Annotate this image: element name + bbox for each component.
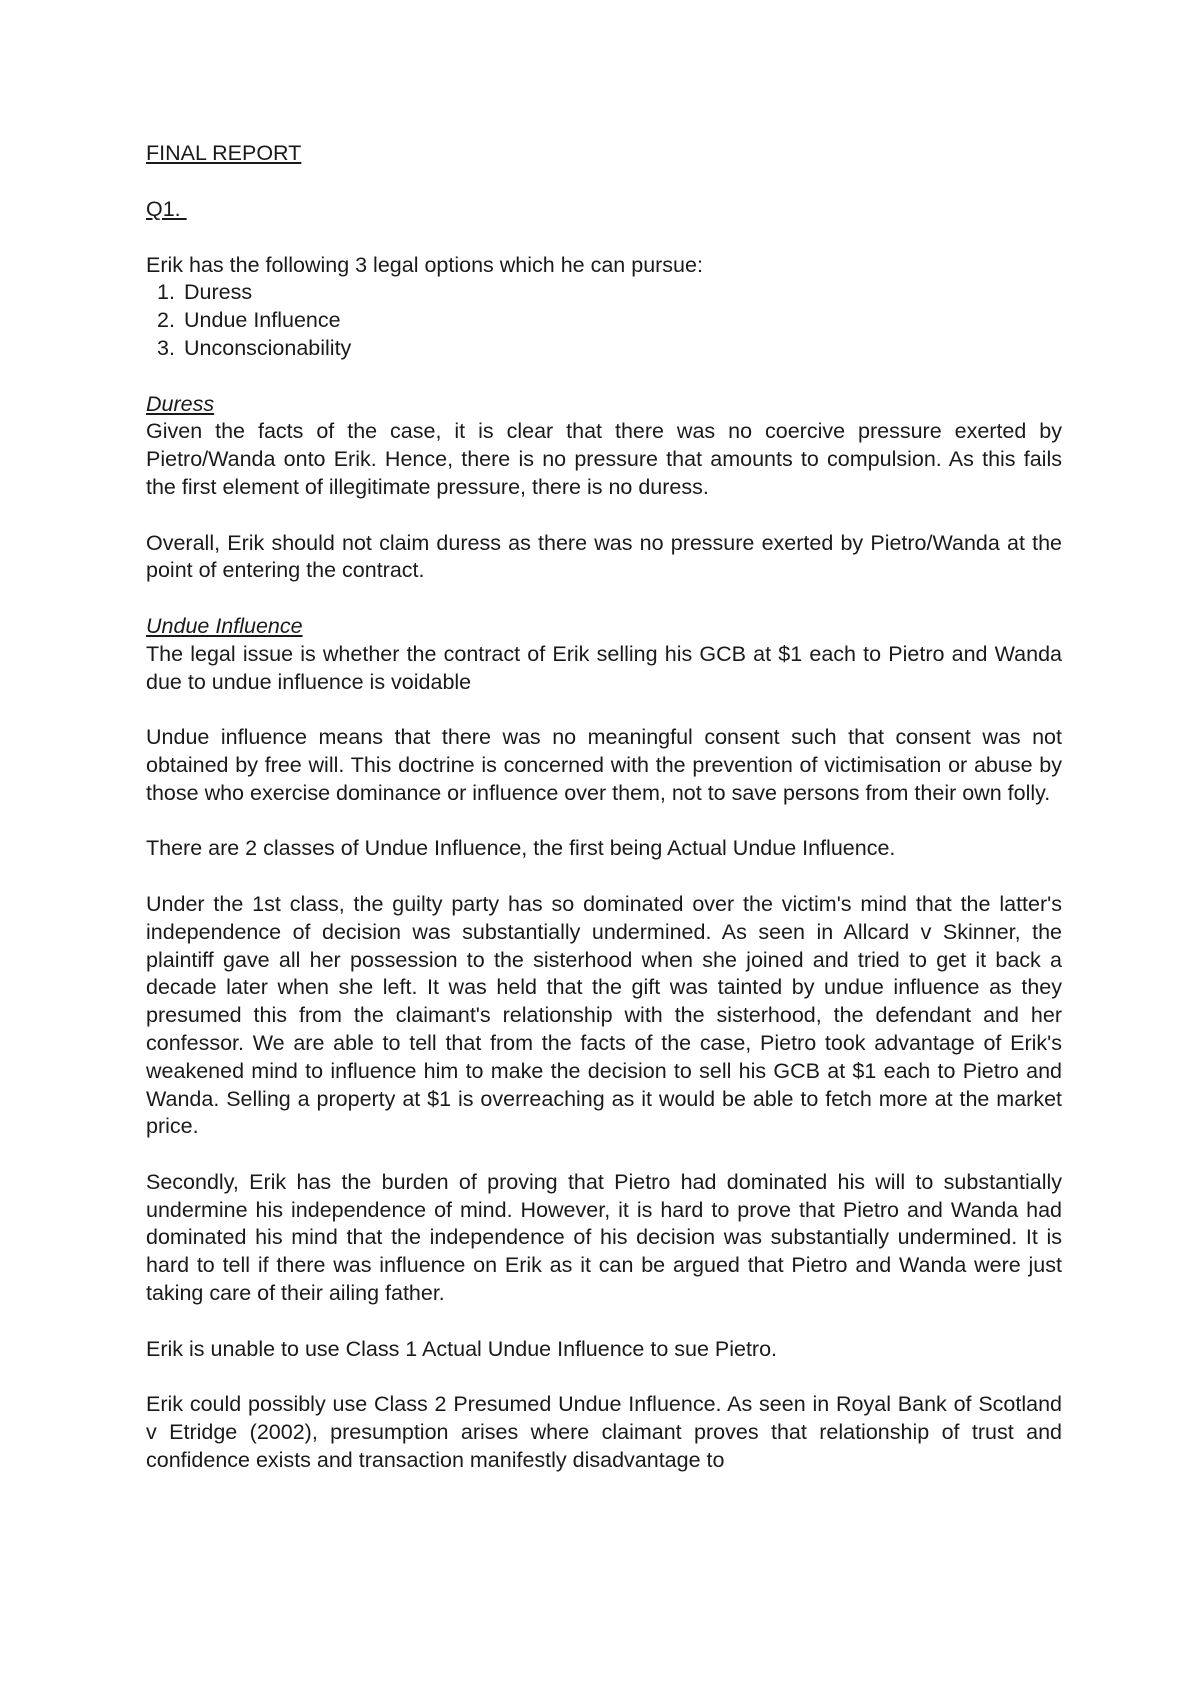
list-number: 1. (157, 280, 175, 305)
list-item-label: Undue Influence (184, 308, 341, 333)
undue-paragraph-1: The legal issue is whether the contract of Erik selling his GCB at $1 each to Pietro and Wanda due to undue influence is voidable (146, 641, 1062, 694)
list-number: 2. (157, 308, 175, 333)
duress-heading: Duress (146, 391, 215, 416)
undue-paragraph-3: There are 2 classes of Undue Influence, the first being Actual Undue Influence. (146, 836, 896, 861)
list-item (146, 335, 1062, 363)
list-item-label: Unconscionability (184, 335, 352, 360)
undue-paragraph-7: Erik could possibly use Class 2 Presumed Undue Influence. As seen in Royal Bank of Scotland v Etridge (2002), presumption arises where claimant proves that relationship of trust and confidence exists and transaction manifestly disadvantage to (146, 1392, 1062, 1472)
document-title: FINAL REPORT (146, 141, 302, 165)
duress-section (146, 391, 1062, 502)
undue-paragraph-6: Erik is unable to use Class 1 Actual Undue Influence to sue Pietro. (146, 1336, 778, 1361)
intro-text: Erik has the following 3 legal options which he can pursue: (146, 252, 703, 277)
undue-paragraph-5: Secondly, Erik has the burden of proving that Pietro had dominated his will to substantially undermine his independence of mind. However, it is hard to prove that Pietro and Wanda had dominated his mind that the independence of his decision was substantially undermined. It is hard to tell if there was influence on Erik as it can be argued that Pietro and Wanda were just taking care of their ailing father. (146, 1169, 1062, 1306)
undue-influence-heading: Undue Influence (146, 613, 303, 638)
list-item (146, 307, 1062, 335)
duress-paragraph-2: Overall, Erik should not claim duress as there was no pressure exerted by Pietro/Wanda at the point of entering the contract. (146, 530, 1062, 583)
list-item (146, 279, 1062, 307)
question-label: Q1. (146, 196, 187, 221)
undue-paragraph-2: Undue influence means that there was no meaningful consent such that consent was not obtained by free will. This doctrine is concerned with the prevention of victimisation or abuse by those who exercise dominance or influence over them, not to save persons from their own folly. (146, 725, 1062, 805)
undue-influence-section (146, 613, 1062, 696)
list-item-label: Duress (184, 280, 253, 305)
document-page (146, 140, 1062, 1502)
duress-paragraph-1: Given the facts of the case, it is clear that there was no coercive pressure exerted by Pietro/Wanda onto Erik. Hence, there is no pressure that amounts to compulsion. As this fails the first element of illegitimate pressure, there is no duress. (146, 419, 1062, 499)
undue-paragraph-4: Under the 1st class, the guilty party has so dominated over the victim's mind that the latter's independence of decision was substantially undermined. As seen in Allcard v Skinner, the plaintiff gave all her possession to the sisterhood when she joined and tried to get it back a decade later when she left. It was held that the gift was tainted by undue influence as they presumed this from the claimant's relationship with the sisterhood, the defendant and her confessor. We are able to tell that from the facts of the case, Pietro took advantage of Erik's weakened mind to influence him to make the decision to sell his GCB at $1 each to Pietro and Wanda. Selling a property at $1 is overreaching as it would be able to fetch more at the market price. (146, 891, 1062, 1139)
options-list (146, 279, 1062, 362)
list-number: 3. (157, 335, 175, 360)
